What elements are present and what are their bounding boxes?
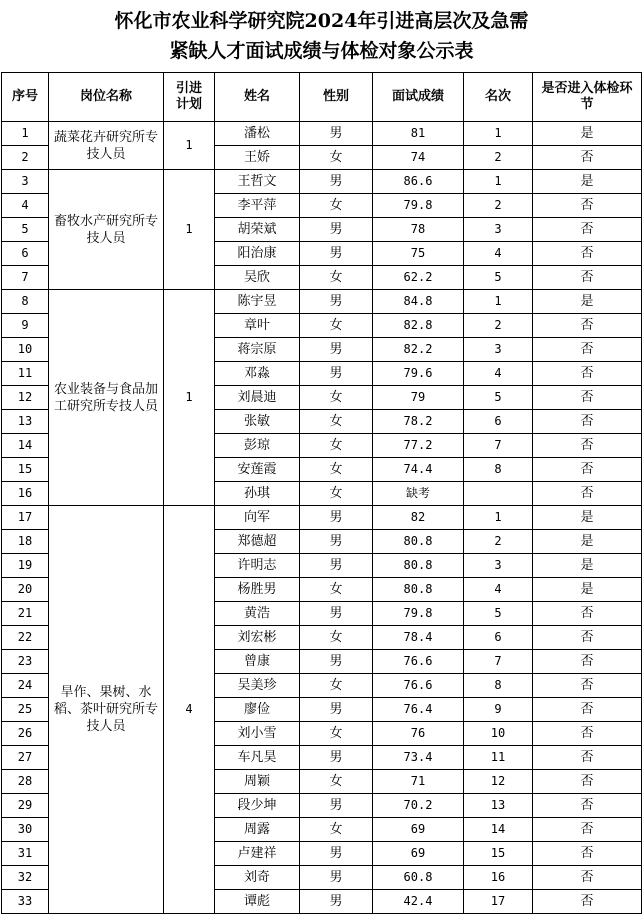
cell-rank: 2 [464, 314, 533, 338]
cell-rank: 2 [464, 194, 533, 218]
cell-score: 82 [373, 506, 464, 530]
cell-gender: 男 [300, 290, 373, 314]
cell-rank [464, 482, 533, 506]
cell-seq: 8 [2, 290, 49, 314]
cell-physical: 是 [533, 290, 642, 314]
cell-post: 畜牧水产研究所专技人员 [49, 170, 164, 290]
cell-rank: 6 [464, 626, 533, 650]
cell-rank: 1 [464, 122, 533, 146]
cell-gender: 女 [300, 818, 373, 842]
cell-name: 周颖 [215, 770, 300, 794]
cell-score: 42.4 [373, 890, 464, 914]
cell-rank: 2 [464, 146, 533, 170]
cell-gender: 男 [300, 506, 373, 530]
cell-seq: 14 [2, 434, 49, 458]
cell-name: 廖俭 [215, 698, 300, 722]
cell-score: 80.8 [373, 554, 464, 578]
cell-score: 73.4 [373, 746, 464, 770]
cell-score: 78.4 [373, 626, 464, 650]
cell-gender: 女 [300, 266, 373, 290]
cell-post: 蔬菜花卉研究所专技人员 [49, 122, 164, 170]
cell-name: 段少坤 [215, 794, 300, 818]
cell-name: 潘松 [215, 122, 300, 146]
cell-rank: 11 [464, 746, 533, 770]
cell-physical: 否 [533, 338, 642, 362]
cell-seq: 27 [2, 746, 49, 770]
header-physical: 是否进入体检环节 [533, 73, 642, 122]
table-row [2, 122, 642, 146]
cell-rank: 4 [464, 362, 533, 386]
cell-gender: 女 [300, 722, 373, 746]
cell-rank: 4 [464, 578, 533, 602]
cell-score: 81 [373, 122, 464, 146]
cell-gender: 男 [300, 602, 373, 626]
cell-gender: 女 [300, 674, 373, 698]
cell-gender: 男 [300, 122, 373, 146]
cell-name: 车凡昊 [215, 746, 300, 770]
title-line-2: 紧缺人才面试成绩与体检对象公示表 [169, 40, 474, 62]
cell-name: 黄浩 [215, 602, 300, 626]
cell-physical: 否 [533, 314, 642, 338]
cell-seq: 17 [2, 506, 49, 530]
cell-name: 李平萍 [215, 194, 300, 218]
cell-seq: 28 [2, 770, 49, 794]
cell-name: 邓淼 [215, 362, 300, 386]
cell-name: 王哲文 [215, 170, 300, 194]
cell-post: 旱作、果树、水稻、茶叶研究所专技人员 [49, 506, 164, 914]
cell-rank: 4 [464, 242, 533, 266]
cell-gender: 女 [300, 626, 373, 650]
cell-physical: 否 [533, 866, 642, 890]
cell-physical: 是 [533, 554, 642, 578]
cell-rank: 8 [464, 674, 533, 698]
cell-rank: 1 [464, 290, 533, 314]
cell-score: 86.6 [373, 170, 464, 194]
cell-gender: 男 [300, 218, 373, 242]
cell-physical: 否 [533, 602, 642, 626]
cell-seq: 29 [2, 794, 49, 818]
cell-physical: 否 [533, 818, 642, 842]
header-rank: 名次 [464, 73, 533, 122]
cell-gender: 女 [300, 314, 373, 338]
header-gender: 性别 [300, 73, 373, 122]
cell-gender: 女 [300, 770, 373, 794]
cell-seq: 4 [2, 194, 49, 218]
cell-physical: 否 [533, 194, 642, 218]
cell-score: 82.2 [373, 338, 464, 362]
cell-name: 安莲霞 [215, 458, 300, 482]
cell-score: 79.6 [373, 362, 464, 386]
cell-name: 郑德超 [215, 530, 300, 554]
cell-name: 刘小雪 [215, 722, 300, 746]
header-row [2, 73, 642, 122]
cell-gender: 女 [300, 434, 373, 458]
cell-score: 76 [373, 722, 464, 746]
cell-seq: 10 [2, 338, 49, 362]
cell-score: 80.8 [373, 530, 464, 554]
cell-score: 84.8 [373, 290, 464, 314]
cell-rank: 7 [464, 650, 533, 674]
cell-physical: 否 [533, 626, 642, 650]
cell-seq: 25 [2, 698, 49, 722]
cell-name: 吴美珍 [215, 674, 300, 698]
cell-physical: 否 [533, 458, 642, 482]
cell-physical: 否 [533, 842, 642, 866]
cell-physical: 否 [533, 146, 642, 170]
cell-physical: 否 [533, 434, 642, 458]
cell-name: 陈宇昱 [215, 290, 300, 314]
cell-plan: 1 [164, 122, 215, 170]
cell-rank: 12 [464, 770, 533, 794]
cell-rank: 3 [464, 554, 533, 578]
cell-physical: 是 [533, 506, 642, 530]
cell-name: 杨胜男 [215, 578, 300, 602]
cell-seq: 15 [2, 458, 49, 482]
cell-rank: 17 [464, 890, 533, 914]
cell-rank: 3 [464, 218, 533, 242]
cell-rank: 5 [464, 602, 533, 626]
cell-seq: 21 [2, 602, 49, 626]
cell-seq: 20 [2, 578, 49, 602]
cell-name: 卢建祥 [215, 842, 300, 866]
cell-physical: 否 [533, 266, 642, 290]
cell-gender: 男 [300, 170, 373, 194]
cell-score: 82.8 [373, 314, 464, 338]
cell-physical: 是 [533, 122, 642, 146]
cell-name: 吴欣 [215, 266, 300, 290]
table-row [2, 290, 642, 314]
cell-gender: 男 [300, 746, 373, 770]
cell-name: 张敏 [215, 410, 300, 434]
cell-plan: 4 [164, 506, 215, 914]
cell-rank: 7 [464, 434, 533, 458]
cell-seq: 22 [2, 626, 49, 650]
cell-physical: 否 [533, 890, 642, 914]
cell-gender: 男 [300, 650, 373, 674]
header-post: 岗位名称 [49, 73, 164, 122]
cell-name: 章叶 [215, 314, 300, 338]
cell-name: 刘宏彬 [215, 626, 300, 650]
cell-seq: 6 [2, 242, 49, 266]
cell-score: 71 [373, 770, 464, 794]
cell-seq: 7 [2, 266, 49, 290]
cell-seq: 11 [2, 362, 49, 386]
cell-seq: 16 [2, 482, 49, 506]
cell-score: 74.4 [373, 458, 464, 482]
cell-seq: 24 [2, 674, 49, 698]
cell-name: 孙琪 [215, 482, 300, 506]
cell-seq: 30 [2, 818, 49, 842]
cell-seq: 2 [2, 146, 49, 170]
cell-plan: 1 [164, 170, 215, 290]
cell-rank: 14 [464, 818, 533, 842]
cell-physical: 否 [533, 242, 642, 266]
header-score: 面试成绩 [373, 73, 464, 122]
cell-gender: 女 [300, 410, 373, 434]
cell-score: 60.8 [373, 866, 464, 890]
cell-score: 77.2 [373, 434, 464, 458]
cell-score: 74 [373, 146, 464, 170]
cell-rank: 6 [464, 410, 533, 434]
cell-plan: 1 [164, 290, 215, 506]
cell-score: 76.6 [373, 650, 464, 674]
header-name: 姓名 [215, 73, 300, 122]
cell-rank: 5 [464, 266, 533, 290]
cell-name: 刘晨迪 [215, 386, 300, 410]
cell-seq: 33 [2, 890, 49, 914]
cell-gender: 男 [300, 866, 373, 890]
page-title [0, 0, 643, 72]
cell-seq: 23 [2, 650, 49, 674]
cell-score: 70.2 [373, 794, 464, 818]
cell-seq: 12 [2, 386, 49, 410]
cell-seq: 19 [2, 554, 49, 578]
cell-gender: 男 [300, 842, 373, 866]
cell-name: 胡荣斌 [215, 218, 300, 242]
cell-gender: 男 [300, 362, 373, 386]
cell-gender: 女 [300, 458, 373, 482]
cell-physical: 否 [533, 794, 642, 818]
cell-gender: 男 [300, 242, 373, 266]
table-row [2, 170, 642, 194]
cell-gender: 女 [300, 578, 373, 602]
table-body [2, 122, 642, 914]
cell-score: 79.8 [373, 194, 464, 218]
table-row [2, 506, 642, 530]
cell-physical: 否 [533, 674, 642, 698]
cell-gender: 男 [300, 794, 373, 818]
cell-gender: 男 [300, 338, 373, 362]
cell-score: 76.4 [373, 698, 464, 722]
cell-rank: 3 [464, 338, 533, 362]
cell-physical: 否 [533, 722, 642, 746]
cell-rank: 1 [464, 506, 533, 530]
cell-seq: 1 [2, 122, 49, 146]
cell-gender: 男 [300, 530, 373, 554]
cell-score: 79.8 [373, 602, 464, 626]
results-table [1, 72, 642, 914]
cell-gender: 男 [300, 890, 373, 914]
header-plan: 引进计划 [164, 73, 215, 122]
cell-name: 许明志 [215, 554, 300, 578]
cell-gender: 男 [300, 698, 373, 722]
cell-physical: 否 [533, 698, 642, 722]
cell-physical: 是 [533, 578, 642, 602]
cell-rank: 8 [464, 458, 533, 482]
cell-physical: 否 [533, 410, 642, 434]
cell-seq: 13 [2, 410, 49, 434]
cell-physical: 是 [533, 170, 642, 194]
cell-seq: 32 [2, 866, 49, 890]
cell-score: 75 [373, 242, 464, 266]
cell-score: 69 [373, 842, 464, 866]
cell-name: 曾康 [215, 650, 300, 674]
cell-gender: 女 [300, 386, 373, 410]
cell-physical: 否 [533, 746, 642, 770]
cell-score: 78 [373, 218, 464, 242]
cell-score: 76.6 [373, 674, 464, 698]
cell-physical: 否 [533, 770, 642, 794]
cell-seq: 9 [2, 314, 49, 338]
cell-seq: 18 [2, 530, 49, 554]
cell-rank: 16 [464, 866, 533, 890]
cell-seq: 31 [2, 842, 49, 866]
cell-physical: 否 [533, 650, 642, 674]
cell-rank: 9 [464, 698, 533, 722]
cell-score: 80.8 [373, 578, 464, 602]
cell-rank: 2 [464, 530, 533, 554]
cell-name: 谭彪 [215, 890, 300, 914]
cell-rank: 15 [464, 842, 533, 866]
cell-name: 彭琼 [215, 434, 300, 458]
cell-score: 缺考 [373, 482, 464, 506]
header-seq: 序号 [2, 73, 49, 122]
cell-physical: 否 [533, 386, 642, 410]
cell-physical: 否 [533, 482, 642, 506]
cell-rank: 1 [464, 170, 533, 194]
cell-gender: 女 [300, 194, 373, 218]
cell-rank: 10 [464, 722, 533, 746]
cell-name: 向军 [215, 506, 300, 530]
cell-rank: 13 [464, 794, 533, 818]
cell-name: 王娇 [215, 146, 300, 170]
title-line-1: 怀化市农业科学研究院2024年引进高层次及急需 [114, 10, 529, 32]
cell-physical: 否 [533, 218, 642, 242]
cell-name: 周露 [215, 818, 300, 842]
cell-name: 刘奇 [215, 866, 300, 890]
cell-score: 78.2 [373, 410, 464, 434]
cell-gender: 女 [300, 482, 373, 506]
cell-rank: 5 [464, 386, 533, 410]
cell-score: 69 [373, 818, 464, 842]
cell-name: 蒋宗原 [215, 338, 300, 362]
cell-physical: 是 [533, 530, 642, 554]
cell-post: 农业装备与食品加工研究所专技人员 [49, 290, 164, 506]
cell-name: 阳治康 [215, 242, 300, 266]
cell-score: 62.2 [373, 266, 464, 290]
cell-score: 79 [373, 386, 464, 410]
cell-physical: 否 [533, 362, 642, 386]
cell-gender: 女 [300, 146, 373, 170]
cell-seq: 5 [2, 218, 49, 242]
cell-seq: 3 [2, 170, 49, 194]
cell-gender: 男 [300, 554, 373, 578]
cell-seq: 26 [2, 722, 49, 746]
